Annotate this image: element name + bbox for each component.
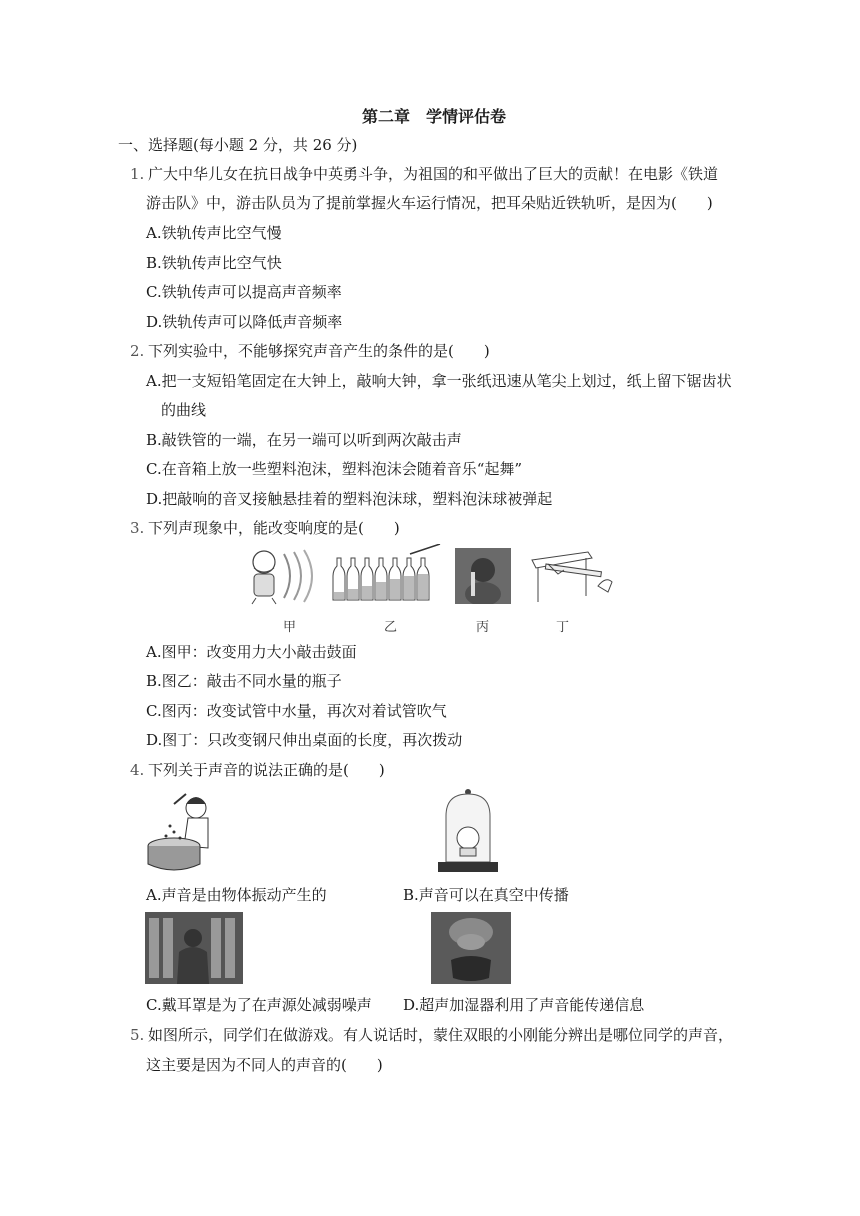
question-3-stem: 下列声现象中，能改变响度的是( ) [148,519,400,537]
figure-drum-illustration [244,546,328,606]
option-a: A.声音是由物体振动产生的 [146,886,327,904]
option-a: A.把一支短铅笔固定在大钟上，敲响大钟，拿一张纸迅速从笔尖上划过，纸上留下锯齿状 [146,372,732,390]
question-number: 3. [130,519,145,537]
page-title: 第二章 学情评估卷 [362,107,507,126]
option-b: B.敲铁管的一端，在另一端可以听到两次敲击声 [146,431,462,449]
section-heading: 一、选择题(每小题 2 分，共 26 分) [118,136,358,154]
option-d: D.超声加湿器利用了声音能传递信息 [403,996,645,1014]
option-c: C.在音箱上放一些塑料泡沫，塑料泡沫会随着音乐“起舞” [146,460,523,478]
option-a: A.图甲：改变用力大小敲击鼓面 [146,643,357,661]
option-b: B.铁轨传声比空气快 [146,254,282,272]
figure-bell-jar-illustration [432,786,504,876]
option-d: D.铁轨传声可以降低声音频率 [146,313,343,331]
figure-ruler-illustration [528,546,616,606]
question-1-stem-cont: 游击队》中，游击队员为了提前掌握火车运行情况，把耳朵贴近铁轨听，是因为( ) [146,194,713,212]
question-number: 5. [130,1026,145,1044]
question-number: 1. [130,165,145,183]
option-a-cont: 的曲线 [161,401,207,419]
figure-label: 甲 [283,620,297,635]
option-c: C.铁轨传声可以提高声音频率 [146,283,342,301]
option-b: B.声音可以在真空中传播 [403,886,569,904]
question-5-stem: 如图所示，同学们在做游戏。有人说话时，蒙住双眼的小刚能分辨出是哪位同学的声音， [148,1026,734,1044]
option-b: B.图乙：敲击不同水量的瓶子 [146,672,342,690]
option-d: D.图丁：只改变钢尺伸出桌面的长度，再次拨动 [146,731,463,749]
question-number: 2. [130,342,145,360]
figure-drum-rice-illustration [144,786,224,878]
option-a: A.铁轨传声比空气慢 [146,224,282,242]
option-c: C.图丙：改变试管中水量，再次对着试管吹气 [146,702,447,720]
figure-bottles-illustration [332,544,444,604]
figure-label: 丁 [556,620,570,635]
question-2-stem: 下列实验中，不能够探究声音产生的条件的是( ) [148,342,490,360]
question-5-stem-cont: 这主要是因为不同人的声音的( ) [146,1056,383,1074]
figure-test-tube-photo [455,548,511,604]
option-c: C.戴耳罩是为了在声源处减弱噪声 [146,996,372,1014]
figure-label: 丙 [476,620,490,635]
question-1-stem: 广大中华儿女在抗日战争中英勇斗争，为祖国的和平做出了巨大的贡献！在电影《铁道 [148,165,719,183]
figure-humidifier-photo [431,912,511,984]
figure-label: 乙 [384,620,398,635]
option-d: D.把敲响的音叉接触悬挂着的塑料泡沫球，塑料泡沫球被弹起 [146,490,553,508]
question-number: 4. [130,761,145,779]
figure-factory-photo [145,912,243,984]
question-4-stem: 下列关于声音的说法正确的是( ) [148,761,385,779]
